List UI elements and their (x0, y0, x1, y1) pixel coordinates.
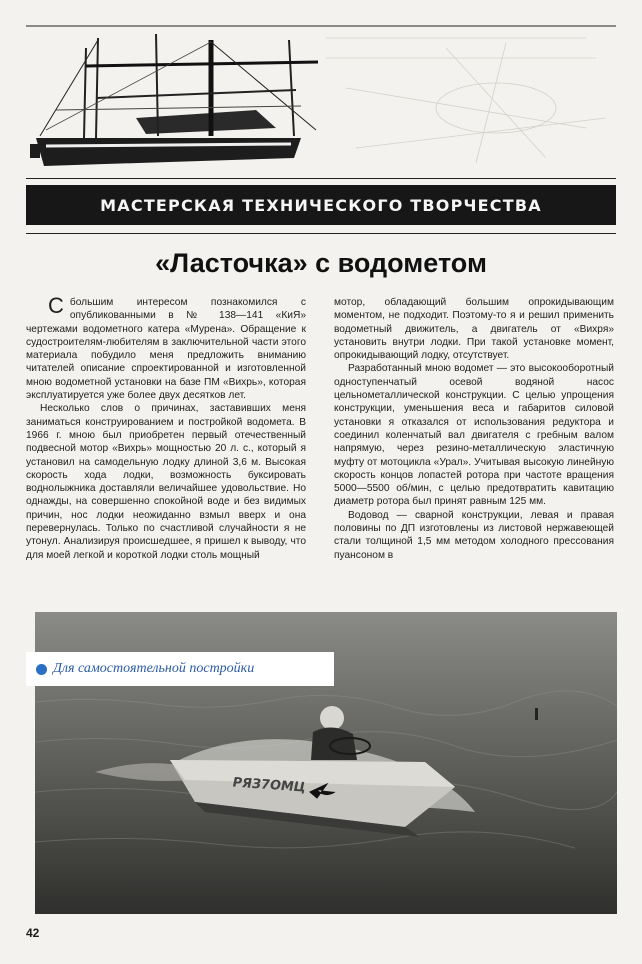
article-column-left (26, 293, 306, 562)
construction-badge (26, 652, 334, 686)
boat-name-lettering: РЯЗ7ОМЦ (230, 775, 307, 796)
paragraph: мотор, обладающий большим опрокидывающим моментом, не подходит. Поэтому-то я и решил применить водометный движитель, а двигатель от «Вихря» установить внутри лодки. При такой установке момент, опрокидывающий лодку, отсутствует. (334, 297, 614, 362)
bullet-icon (36, 664, 47, 675)
sailboat-illustration (26, 18, 616, 178)
paragraph: Сбольшим интересом познакомился с опубликованными в № 138—141 «КиЯ» чертежами водометного катера «Мурена». Обращение к судостроителям-любителям в заключительной части этого материала побудило меня предложить вниманию читателей описание спроектированной и изготовленной мною водометной установки на базе ПМ «Вихрь», которая эксплуатируется уже более двух десятков лет. (26, 293, 306, 402)
section-banner: МАСТЕРСКАЯ ТЕХНИЧЕСКОГО ТВОРЧЕСТВА (26, 185, 616, 225)
paragraph: Водовод — сварной конструкции, левая и правая половины по ДП изготовлены из листовой нержавеющей стали толщиной 1,5 мм методом холодного прессования пуансоном в (334, 509, 614, 561)
badge-label: Для самостоятельной постройки (53, 661, 255, 676)
article-title: «Ласточка» с водометом (155, 248, 487, 278)
page-number: 42 (26, 926, 40, 940)
bottom-divider (26, 233, 616, 234)
article-column-right (334, 296, 614, 562)
drop-cap: С (48, 293, 64, 318)
top-divider (26, 178, 616, 179)
paragraph: Разработанный мною водомет — это высокооборотный одноступенчатый осевой водяной насос цельнометаллической конструкции. С целью упрощения конструкции, уменьшения веса и габаритов силовой установки я отказался от использования редуктора и соединил коленчатый вал двигателя с гребным валом напрямую, через резино-металлическую эластичную муфту от мотоцикла «Урал». Учитывая высокую линейную скорость концов лопастей ротора при частоте вращения 5000—5500 об/мин, с целью предотвратить кавитацию диаметр ротора был принят равным 125 мм. (334, 363, 614, 508)
paragraph: Несколько слов о причинах, заставивших меня заниматься конструированием и постройкой водомета. В 1966 г. мною был приобретен первый отечественный подвесной мотор «Вихрь» мощностью 20 л. с., который я установил на самодельную лодку длиной 3,6 м. Высокая скорость хода лодки, возможность буксировать воднолыжника доставляли величайшее удовольствие. Но однажды, на совершенно спокойной воде и без видимых причин, нос лодки неожиданно взмыл вверх и она перевернулась. Только по счастливой случайности я не утонул. Анализируя происшедшее, я пришел к выводу, что для моей легкой и короткой лодки столь мощный (26, 403, 306, 561)
